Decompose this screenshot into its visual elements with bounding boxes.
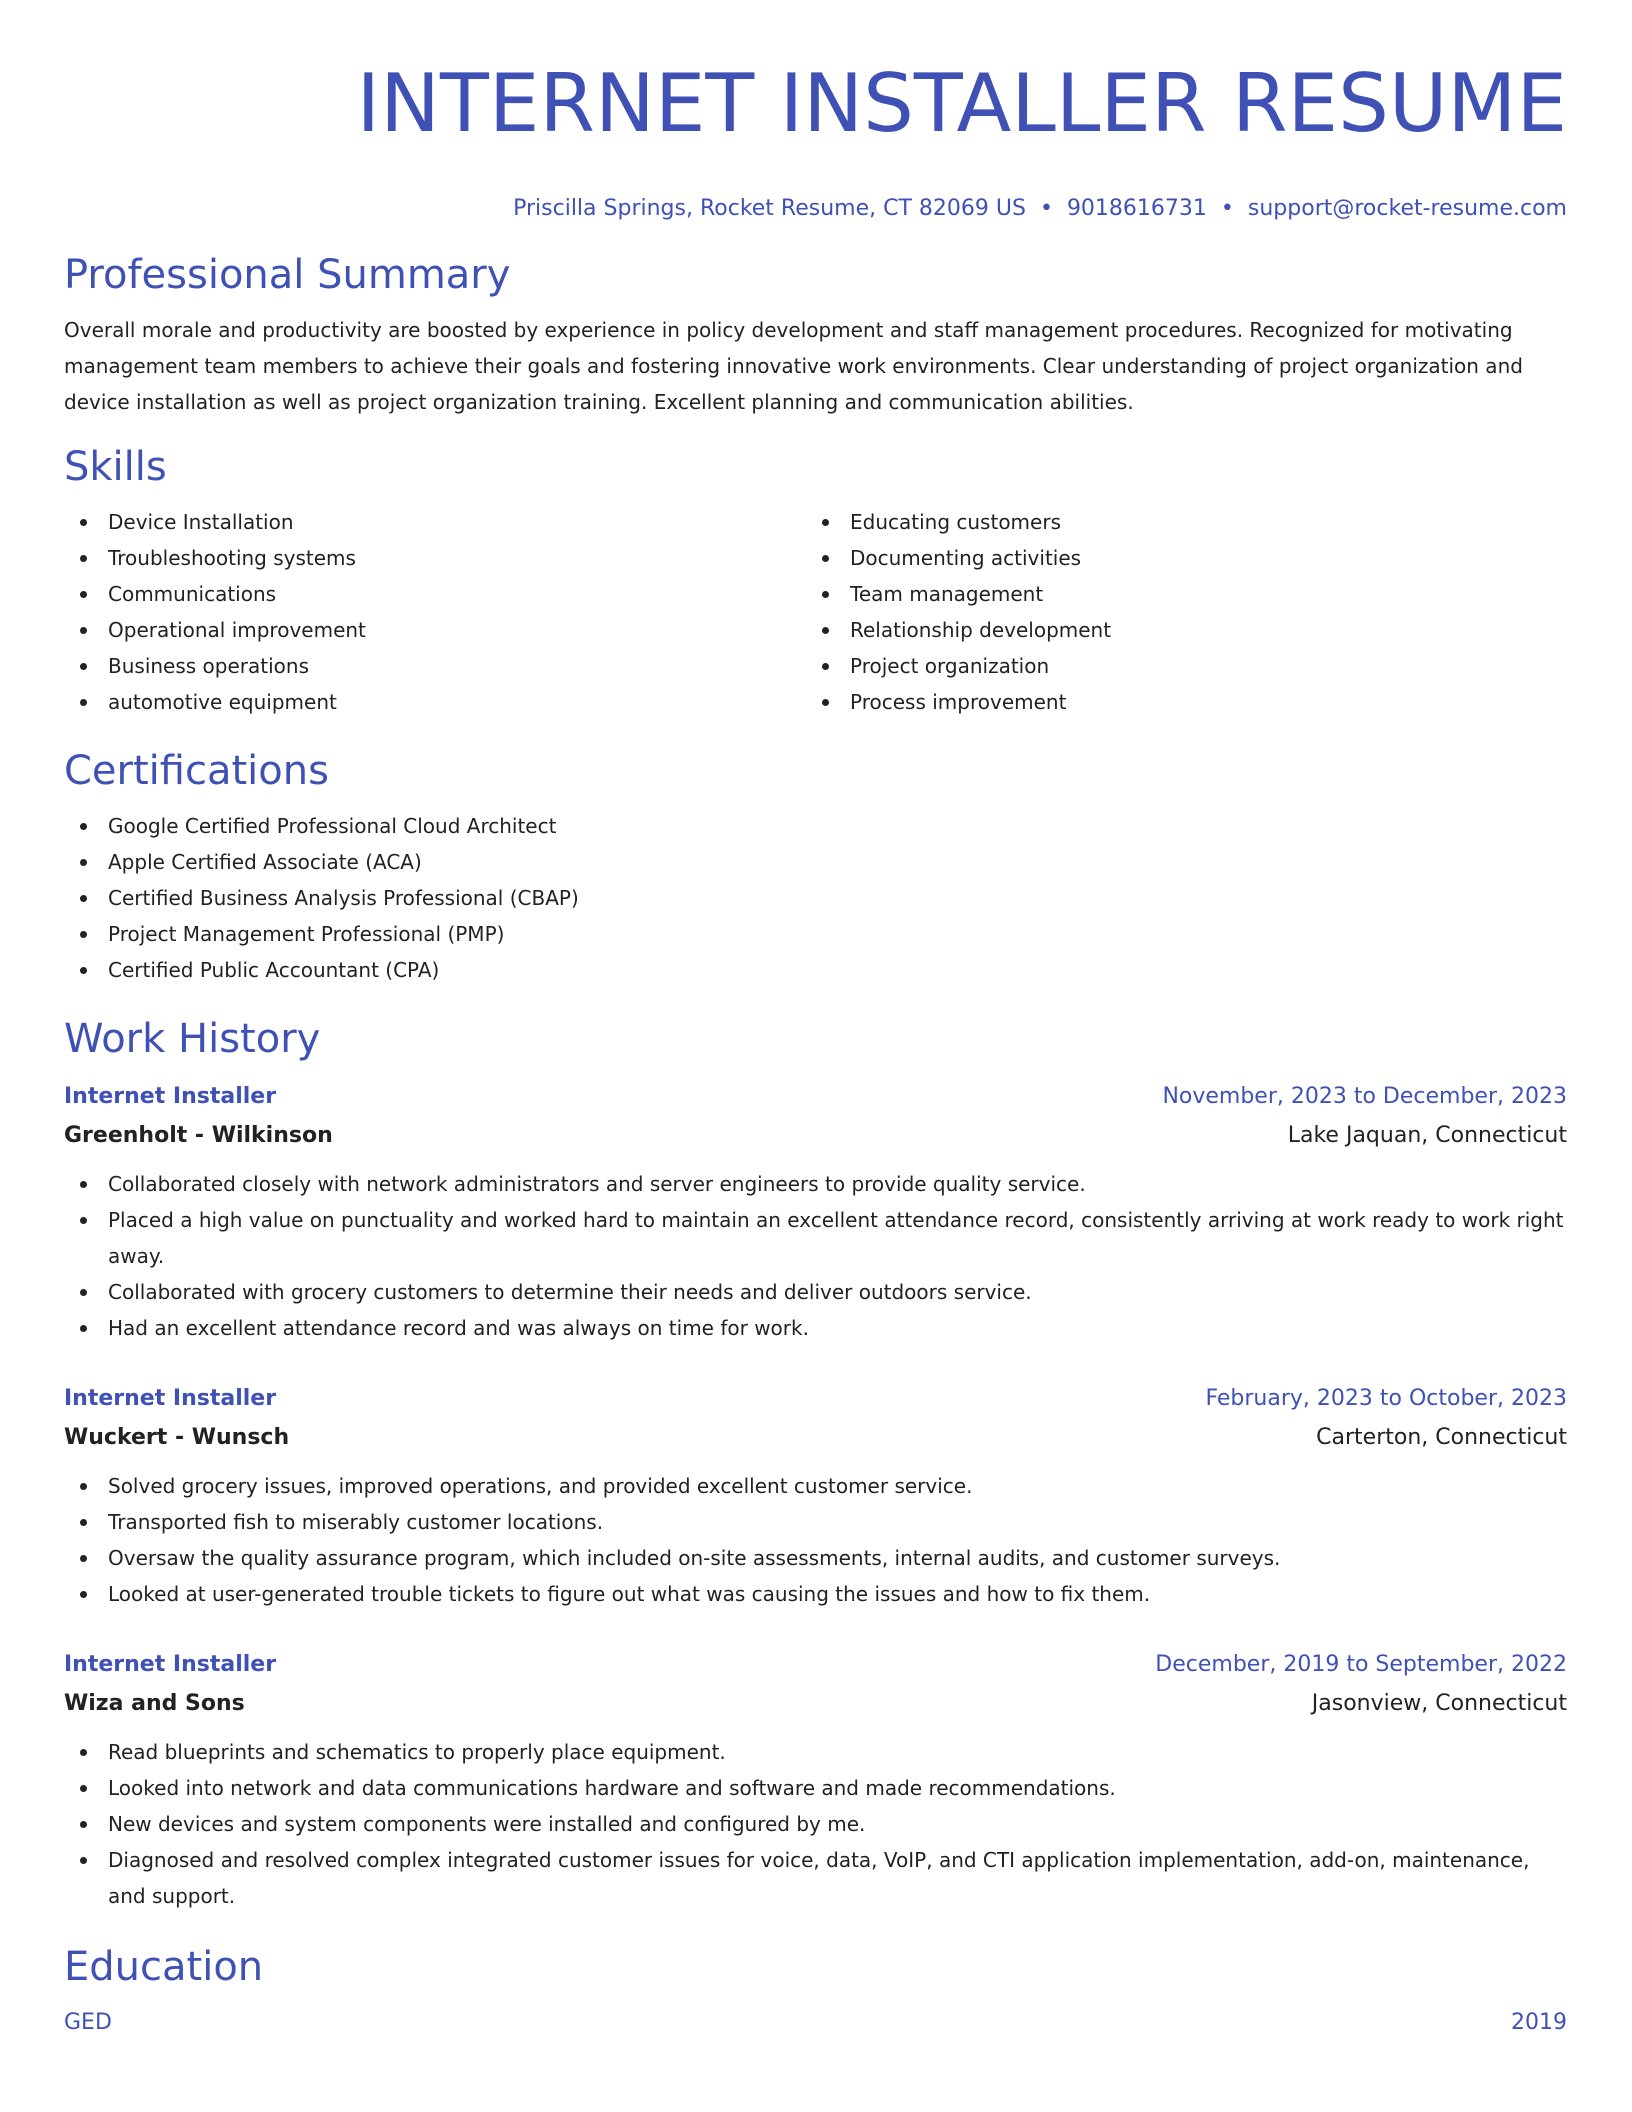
- certification-item: Google Certified Professional Cloud Architect: [64, 808, 1567, 844]
- certification-item: Certified Public Accountant (CPA): [64, 952, 1567, 988]
- education-degree: GED: [64, 2010, 112, 2035]
- job-bullet: Looked at user-generated trouble tickets to figure out what was causing the issues and how to fix them.: [64, 1576, 1567, 1612]
- job-bullet: Placed a high value on punctuality and worked hard to maintain an excellent attendance record, consistently arriving at work ready to work right away.: [64, 1202, 1567, 1274]
- certification-item: Apple Certified Associate (ACA): [64, 844, 1567, 880]
- job-bullet: Oversaw the quality assurance program, which included on-site assessments, internal audits, and customer surveys.: [64, 1540, 1567, 1576]
- certifications-heading: Certifications: [64, 748, 329, 794]
- skill-item: Business operations: [64, 648, 806, 684]
- job-location: Lake Jaquan, Connecticut: [1287, 1123, 1567, 1148]
- certification-item: Certified Business Analysis Professional (CBAP): [64, 880, 1567, 916]
- contact-address: Priscilla Springs, Rocket Resume, CT 82069 US: [513, 196, 1026, 221]
- job-location: Jasonview, Connecticut: [1311, 1691, 1567, 1716]
- skills-grid: [64, 504, 1567, 720]
- job-company: Wiza and Sons: [64, 1691, 245, 1716]
- education-heading: Education: [64, 1944, 264, 1990]
- skills-column-right: [806, 504, 1548, 720]
- skill-item: Operational improvement: [64, 612, 806, 648]
- job-bullet: New devices and system components were installed and configured by me.: [64, 1806, 1567, 1842]
- resume-page: [64, 0, 1567, 2042]
- job-company-row: [64, 1684, 1567, 1724]
- education-year: 2019: [1511, 2010, 1567, 2035]
- job-bullet: Diagnosed and resolved complex integrated customer issues for voice, data, VoIP, and CTI application implementation, add-on, maintenance, and support.: [64, 1842, 1567, 1914]
- job-entry: [64, 1078, 1567, 1346]
- certification-item: Project Management Professional (PMP): [64, 916, 1567, 952]
- job-bullets: [64, 1468, 1567, 1612]
- job-bullet: Read blueprints and schematics to properly place equipment.: [64, 1734, 1567, 1770]
- job-dates: February, 2023 to October, 2023: [1205, 1386, 1567, 1411]
- job-dates: November, 2023 to December, 2023: [1162, 1084, 1567, 1109]
- contact-separator: •: [1039, 196, 1053, 221]
- job-company: Greenholt - Wilkinson: [64, 1123, 333, 1148]
- contact-separator: •: [1220, 196, 1234, 221]
- job-company-row: [64, 1418, 1567, 1458]
- certifications-list: [64, 808, 1567, 988]
- skill-item: Troubleshooting systems: [64, 540, 806, 576]
- resume-title: INTERNET INSTALLER RESUME: [356, 57, 1567, 150]
- job-bullet: Had an excellent attendance record and was always on time for work.: [64, 1310, 1567, 1346]
- skill-item: Communications: [64, 576, 806, 612]
- skills-heading: Skills: [64, 444, 167, 490]
- job-header-row: [64, 1380, 1567, 1418]
- job-bullets: [64, 1166, 1567, 1346]
- job-title: Internet Installer: [64, 1386, 277, 1411]
- skills-column-left: [64, 504, 806, 720]
- summary-heading: Professional Summary: [64, 252, 511, 298]
- job-header-row: [64, 1078, 1567, 1116]
- skill-item: Team management: [806, 576, 1548, 612]
- education-entry: [64, 2004, 1567, 2042]
- skill-item: Device Installation: [64, 504, 806, 540]
- skill-item: automotive equipment: [64, 684, 806, 720]
- skill-item: Documenting activities: [806, 540, 1548, 576]
- skill-item: Process improvement: [806, 684, 1548, 720]
- job-company-row: [64, 1116, 1567, 1156]
- job-title: Internet Installer: [64, 1652, 277, 1677]
- job-dates: December, 2019 to September, 2022: [1155, 1652, 1567, 1677]
- contact-line: [64, 194, 1567, 224]
- job-bullet: Transported fish to miserably customer locations.: [64, 1504, 1567, 1540]
- skill-item: Project organization: [806, 648, 1548, 684]
- job-bullet: Collaborated with grocery customers to determine their needs and deliver outdoors service.: [64, 1274, 1567, 1310]
- job-header-row: [64, 1646, 1567, 1684]
- job-bullet: Looked into network and data communications hardware and software and made recommendations.: [64, 1770, 1567, 1806]
- job-title: Internet Installer: [64, 1084, 277, 1109]
- skill-item: Educating customers: [806, 504, 1548, 540]
- job-location: Carterton, Connecticut: [1316, 1425, 1567, 1450]
- job-entry: [64, 1380, 1567, 1612]
- job-company: Wuckert - Wunsch: [64, 1425, 290, 1450]
- contact-phone: 9018616731: [1066, 196, 1207, 221]
- job-bullet: Solved grocery issues, improved operations, and provided excellent customer service.: [64, 1468, 1567, 1504]
- contact-email: support@rocket-resume.com: [1247, 196, 1567, 221]
- skill-item: Relationship development: [806, 612, 1548, 648]
- summary-text: Overall morale and productivity are boosted by experience in policy development and staff management procedures. Recognized for motivating management team members to achieve their goals and fostering innovative work environments. Clear understanding of project organization and device installation as well as project organization training. Excellent planning and communication abilities.: [64, 318, 1523, 414]
- job-entry: [64, 1646, 1567, 1914]
- job-bullets: [64, 1734, 1567, 1914]
- work-history-heading: Work History: [64, 1016, 321, 1062]
- job-bullet: Collaborated closely with network administrators and server engineers to provide quality service.: [64, 1166, 1567, 1202]
